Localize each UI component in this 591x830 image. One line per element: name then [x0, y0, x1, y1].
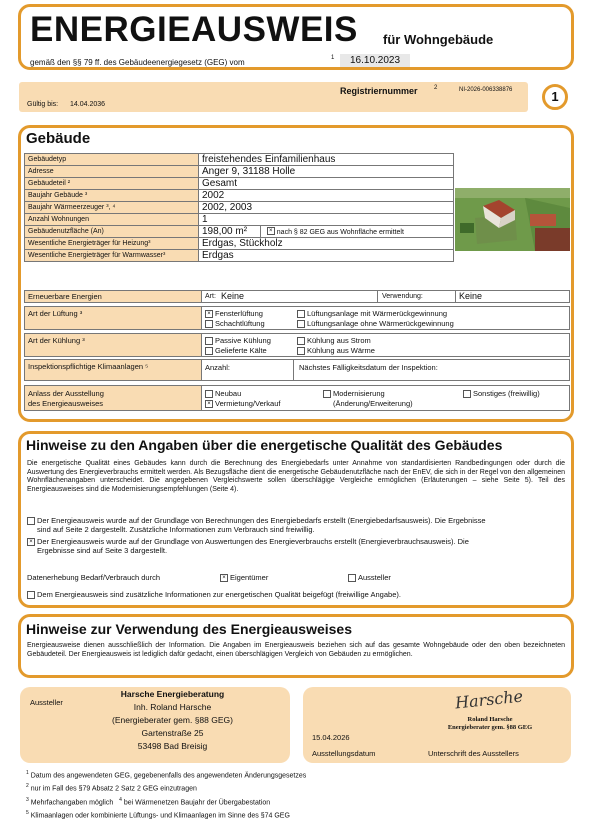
row-label: Wesentliche Energieträger für Warmwasser³	[25, 250, 199, 262]
reason-label: Anlass der Ausstellung	[28, 389, 104, 398]
table-row	[25, 178, 454, 190]
cooling-label: Art der Kühlung ³	[28, 336, 85, 345]
row-label: Gebäudenutzfläche (An)	[25, 226, 199, 238]
signature-label: Unterschrift des Ausstellers	[428, 749, 519, 758]
ac-count-label: Anzahl:	[205, 363, 231, 372]
issuer-company: Harsche Energieberatung	[120, 689, 225, 699]
row-label: Gebäudetyp	[25, 154, 199, 166]
footnotes	[26, 768, 306, 821]
issuer-label: Aussteller	[30, 698, 63, 707]
table-row	[25, 202, 454, 214]
renewable-use-label: Verwendung:	[382, 293, 423, 300]
building-table	[24, 153, 454, 262]
row-label: Gebäudeteil ²	[25, 178, 199, 190]
reason-row	[24, 385, 570, 411]
cooling-option: Gelieferte Kälte	[205, 346, 267, 355]
registration-footnote: 2	[434, 85, 438, 91]
issuer-stamp	[420, 716, 560, 732]
cooling-option: Kühlung aus Strom	[297, 336, 371, 345]
signature: Harsche	[454, 686, 524, 713]
data-collection-label: Datenerhebung Bedarf/Verbrauch durch	[27, 573, 161, 582]
row-value: 2002, 2003	[199, 202, 454, 214]
law-reference: gemäß den §§ 79 ff. des Gebäudeenergiegesetz (GEG) vom	[30, 58, 245, 67]
ventilation-option: × Fensterlüftung	[205, 309, 263, 318]
row-value: Erdgas	[199, 250, 454, 262]
law-date: 16.10.2023	[340, 54, 410, 67]
footnote-3-4: $^3$ Mehrfachangaben möglich $^4$ bei Wärmenetzen Baujahr der Übergabestation	[26, 796, 271, 806]
reason-label-2: des Energieausweises	[28, 399, 104, 408]
building-photo	[455, 188, 570, 251]
building-section-title: Gebäude	[26, 130, 91, 147]
notes-paragraph: Die energetische Qualität eines Gebäudes kann durch die Berechnung des Energiebedarfs unter Annahme von standardisierten Randbedingungen oder durch die Auswertung des Energieverbrauchs ermittelt werden. Als Bezugsfläche dient die energetische Gebäudenutzfläche nach der EnEV, die sich in der Regel von den allgemeinen Wohnflächenangaben unterscheidet. Die angegebenen Vergleichswerte sollen überschlägige Vergleiche ermöglichen (Erläuterungen – siehe Seite 5). Teil des Energieausweises sind die Modernisierungsempfehlungen (Seite 4).	[27, 460, 565, 493]
renewable-art-label: Art:	[205, 293, 216, 300]
row-label: Wesentliche Energieträger für Heizung³	[25, 238, 199, 250]
additional-info-option: Dem Energieausweis sind zusätzliche Informationen zur energetischen Qualität beigefügt (freiwillige Angabe).	[27, 590, 401, 599]
stamp-title: Energieberater gem. §88 GEG	[447, 724, 533, 731]
row-label: Baujahr Gebäude ³	[25, 190, 199, 202]
table-row	[25, 226, 454, 238]
reason-option: Sonstiges (freiwillig)	[463, 389, 540, 398]
cooling-option: Kühlung aus Wärme	[297, 346, 375, 355]
area-method-note: nach § 82 GEG aus Wohnfläche ermittelt	[276, 229, 404, 236]
notes-section-title: Hinweise zu den Angaben über die energetische Qualität des Gebäudes	[26, 437, 503, 453]
row-value: freistehendes Einfamilienhaus	[199, 154, 454, 166]
reason-option-note: (Änderung/Erweiterung)	[333, 399, 413, 408]
row-label: Adresse	[25, 166, 199, 178]
issue-date: 15.04.2026	[312, 733, 350, 742]
table-row	[25, 238, 454, 250]
registration-label: Registriernummer	[340, 86, 418, 96]
usage-option: × Der Energieausweis wurde auf der Grundlage von Auswertungen des Energieverbrauchs erstellt (Energieverbrauchsausweis). Die Ergebnisse sind auf Seite 3 dargestellt.	[27, 538, 567, 555]
reason-option: Neubau	[205, 389, 241, 398]
issuer-qualification: (Energieberater gem. §88 GEG)	[112, 715, 233, 725]
reason-option: Modernisierung	[323, 389, 385, 398]
table-row	[25, 166, 454, 178]
row-value	[199, 226, 454, 238]
ac-row	[24, 359, 570, 381]
ventilation-option: Schachtlüftung	[205, 319, 265, 328]
page-number-badge	[542, 84, 568, 110]
usage-text: Energieausweise dienen ausschließlich der Information. Die Angaben im Energieausweis beziehen sich auf das gesamte Wohngebäude oder den oben bezeichneten Gebäudeteil. Der Energieausweis ist lediglich dafür gedacht, einen überschlägigen Vergleich von Gebäuden zu ermöglichen.	[27, 642, 565, 658]
document-subtitle: für Wohngebäude	[383, 32, 494, 47]
renewable-use-value: Keine	[459, 291, 483, 301]
row-value: Gesamt	[199, 178, 454, 190]
row-value: 1	[199, 214, 454, 226]
ventilation-option: Lüftungsanlage ohne Wärmerückgewinnung	[297, 319, 454, 328]
ac-label: Inspektionspflichtige Klimaanlagen ⁵	[28, 362, 149, 371]
issuer-owner: Inh. Roland Harsche	[133, 702, 212, 712]
ventilation-label: Art der Lüftung ³	[28, 309, 83, 318]
registration-number: NI-2026-006338876	[459, 87, 513, 93]
renewable-label: Erneuerbare Energien	[28, 292, 102, 301]
issuer-street: Gartenstraße 25	[141, 728, 204, 738]
area-method-checkbox: ×	[267, 227, 275, 235]
table-row	[25, 250, 454, 262]
reason-option: × Vermietung/Verkauf	[205, 399, 280, 408]
footnote-1: $^1$ Datum des angewendeten GEG, gegebenenfalls des angewendeten Änderungsgesetzes	[26, 770, 307, 780]
law-footnote: 1	[331, 55, 335, 61]
footnote-2: $^2$ nur im Fall des §79 Absatz 2 Satz 2 GEG einzutragen	[26, 783, 197, 793]
data-collection-issuer: Aussteller	[348, 573, 391, 582]
building-photo-image	[455, 188, 570, 251]
ac-next-inspection-label: Nächstes Fälligkeitsdatum der Inspektion:	[299, 363, 438, 372]
table-row	[25, 154, 454, 166]
data-collection-owner: × Eigentümer	[220, 573, 268, 582]
issuer-city: 53498 Bad Breisig	[137, 741, 208, 751]
table-row	[25, 214, 454, 226]
stamp-name: Roland Harsche	[467, 716, 513, 723]
demand-option: Der Energieausweis wurde auf der Grundlage von Berechnungen des Energiebedarfs erstellt (Energiebedarfsausweis). Die Ergebnisse sind auf Seite 2 dargestellt. Zusätzliche Informationen zum Verbrauch sind freiwillig.	[27, 517, 567, 534]
cooling-row	[24, 333, 570, 357]
valid-until-label: Gültig bis:	[27, 101, 59, 108]
footnote-5: $^5$ Klimaanlagen oder kombinierte Lüftungs- und Klimaanlagen im Sinne des §74 GEG	[26, 809, 290, 820]
issue-date-label: Ausstellungsdatum	[312, 749, 376, 758]
issuer-address	[95, 688, 250, 753]
renewable-row	[24, 290, 570, 303]
row-label: Baujahr Wärmeerzeuger ³, ⁴	[25, 202, 199, 214]
valid-until-date: 14.04.2036	[70, 101, 106, 108]
cooling-option: Passive Kühlung	[205, 336, 271, 345]
document-title: ENERGIEAUSWEIS	[30, 10, 358, 49]
row-label: Anzahl Wohnungen	[25, 214, 199, 226]
ventilation-option: Lüftungsanlage mit Wärmerückgewinnung	[297, 309, 447, 318]
page-number: 1	[551, 89, 559, 104]
row-value: Erdgas, Stückholz	[199, 238, 454, 250]
table-row	[25, 190, 454, 202]
area-value: 198,00 m²	[199, 226, 261, 237]
renewable-art-value: Keine	[221, 291, 245, 301]
row-value: 2002	[199, 190, 454, 202]
ventilation-row	[24, 306, 570, 330]
row-value: Anger 9, 31188 Holle	[199, 166, 454, 178]
usage-section-title: Hinweise zur Verwendung des Energieausweises	[26, 621, 353, 637]
